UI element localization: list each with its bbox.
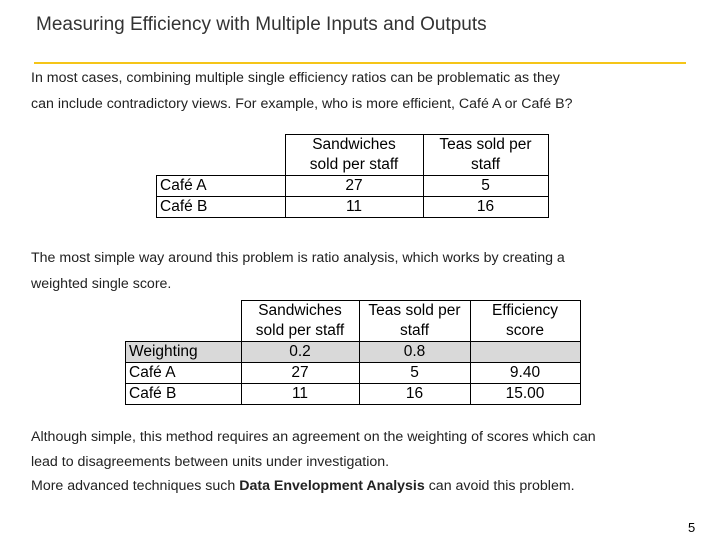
empty-header-cell <box>157 135 286 176</box>
value-efficiency-score: 15.00 <box>470 384 580 405</box>
ratio-line-1: The most simple way around this problem is ratio analysis, which works by creating a <box>31 250 565 266</box>
header-sandwiches <box>241 301 359 342</box>
header-line: Teas sold per <box>368 302 461 319</box>
row-label: Café A <box>126 363 242 384</box>
empty-header-cell <box>126 301 242 342</box>
header-line: score <box>506 322 544 339</box>
cafe-comparison-table <box>156 134 549 218</box>
row-label: Weighting <box>126 342 242 363</box>
header-line: staff <box>470 156 500 173</box>
row-label: Café B <box>157 197 286 218</box>
header-sandwiches <box>285 135 423 176</box>
row-label: Café A <box>157 176 286 197</box>
closing-line-3 <box>31 478 575 494</box>
value-teas: 5 <box>359 363 470 384</box>
page-number: 5 <box>688 520 696 535</box>
ratio-line-2: weighted single score. <box>31 276 172 292</box>
table-header-row <box>157 135 549 176</box>
row-label: Café B <box>126 384 242 405</box>
title-divider <box>34 62 686 64</box>
dea-term: Data Envelopment Analysis <box>239 478 425 494</box>
header-line: sold per staff <box>309 156 399 173</box>
header-line: Sandwiches <box>312 136 396 153</box>
table-row <box>126 363 581 384</box>
table-row <box>126 384 581 405</box>
table-header-row <box>126 301 581 342</box>
weight-teas: 0.8 <box>359 342 470 363</box>
weight-score <box>470 342 580 363</box>
header-line: Efficiency <box>491 302 559 319</box>
value-teas: 16 <box>359 384 470 405</box>
header-line: staff <box>399 322 429 339</box>
header-teas <box>359 301 470 342</box>
value-teas: 16 <box>423 197 548 218</box>
header-teas <box>423 135 548 176</box>
value-teas: 5 <box>423 176 548 197</box>
closing-line-1: Although simple, this method requires an agreement on the weighting of scores which can <box>31 429 596 445</box>
header-line: Teas sold per <box>439 136 532 153</box>
value-sandwiches: 27 <box>285 176 423 197</box>
value-sandwiches: 11 <box>241 384 359 405</box>
table-row <box>157 197 549 218</box>
weighted-score-table <box>125 300 581 405</box>
slide-title: Measuring Efficiency with Multiple Inputs and Outputs <box>36 14 487 35</box>
header-line: sold per staff <box>255 322 345 339</box>
closing-text-suffix: can avoid this problem. <box>424 478 575 494</box>
weighting-row <box>126 342 581 363</box>
intro-line-1: In most cases, combining multiple single efficiency ratios can be problematic as they <box>31 70 560 86</box>
closing-line-2: lead to disagreements between units under investigation. <box>31 454 390 470</box>
header-line: Sandwiches <box>258 302 342 319</box>
weight-sandwiches: 0.2 <box>241 342 359 363</box>
intro-line-2: can include contradictory views. For example, who is more efficient, Café A or Café B? <box>31 96 573 112</box>
header-efficiency-score <box>470 301 580 342</box>
value-sandwiches: 27 <box>241 363 359 384</box>
value-efficiency-score: 9.40 <box>470 363 580 384</box>
value-sandwiches: 11 <box>285 197 423 218</box>
table-row <box>157 176 549 197</box>
closing-text-prefix: More advanced techniques such <box>31 478 240 494</box>
